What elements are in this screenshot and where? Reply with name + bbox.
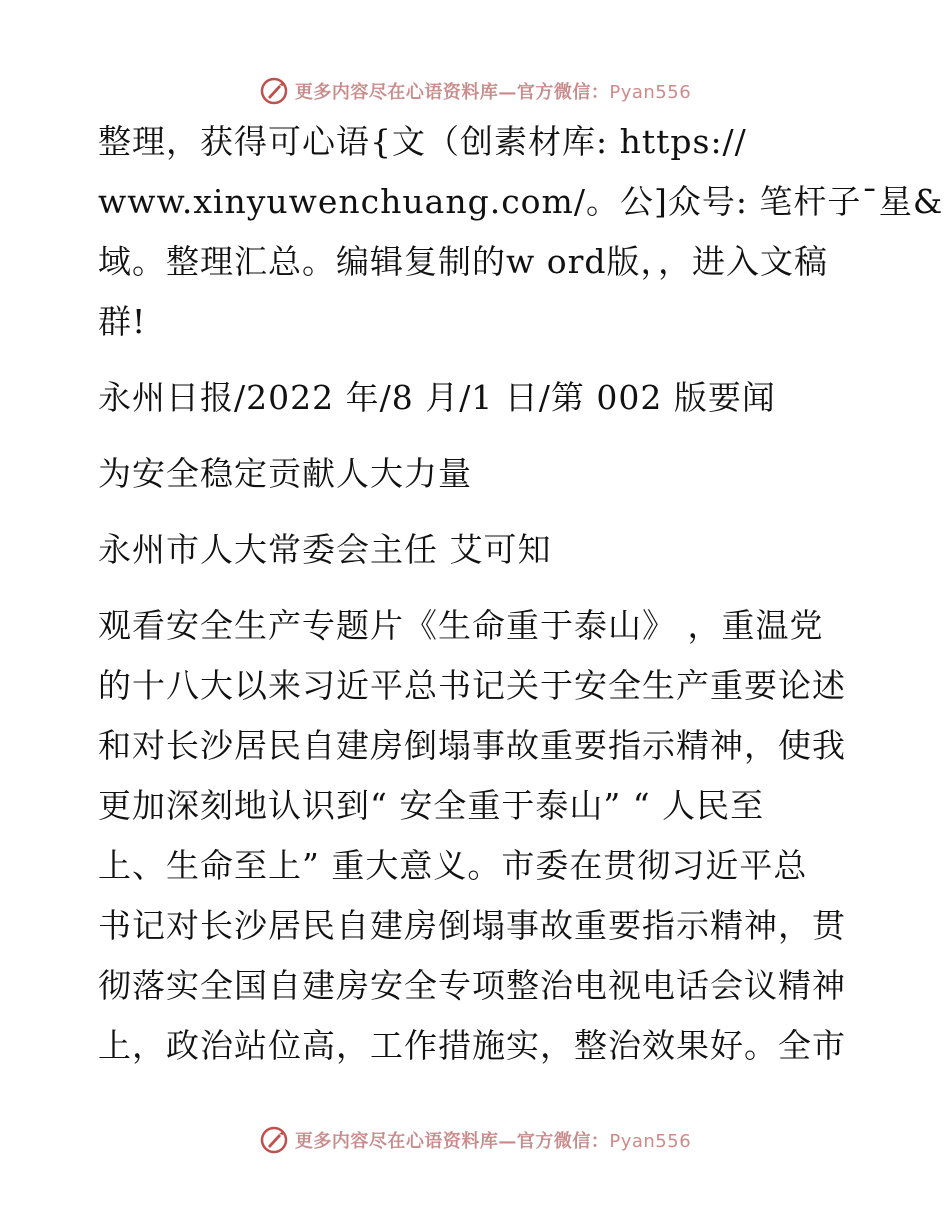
body-paragraph bbox=[98, 596, 858, 1076]
watermark-contact: Pyan556 bbox=[609, 1131, 692, 1152]
intro-line: 整理，获得可心语{文（创素材库: https:// bbox=[98, 122, 747, 161]
watermark-contact: Pyan556 bbox=[609, 82, 692, 103]
body-line: 书记对长沙居民自建房倒塌事故重要指示精神，贯 bbox=[98, 906, 846, 945]
byline: 永州市人大常委会主任 艾可知 bbox=[98, 530, 552, 569]
header-watermark bbox=[0, 71, 950, 111]
intro-line: 域。整理汇总。编辑复制的w ord版，，进入文稿 bbox=[98, 242, 829, 281]
body-line: 上，政治站位高，工作措施实，整治效果好。全市 bbox=[98, 1026, 846, 1065]
intro-line: 群! bbox=[98, 302, 147, 341]
body-line: 更加深刻地认识到“ 安全重于泰山” “ 人民至 bbox=[98, 786, 765, 825]
intro-paragraph bbox=[98, 112, 944, 352]
quill-pen-circle-icon bbox=[259, 76, 289, 106]
watermark-text: 更多内容尽在心语资料库—官方微信： bbox=[294, 82, 610, 103]
source-line: 永州日报/2022 年/8 月/1 日/第 002 版要闻 bbox=[98, 378, 776, 417]
quill-pen-circle-icon bbox=[259, 1125, 289, 1155]
article-title: 为安全稳定贡献人大力量 bbox=[98, 454, 472, 493]
body-line: 上、生命至上” 重大意义。市委在贯彻习近平总 bbox=[98, 846, 808, 885]
body-line: 彻落实全国自建房安全专项整治电视电话会议精神 bbox=[98, 966, 846, 1005]
body-line: 和对长沙居民自建房倒塌事故重要指示精神，使我 bbox=[98, 726, 846, 765]
footer-watermark bbox=[0, 1120, 950, 1160]
watermark-text: 更多内容尽在心语资料库—官方微信： bbox=[294, 1131, 610, 1152]
document-body bbox=[98, 112, 944, 1076]
body-line: 的十八大以来习近平总书记关于安全生产重要论述 bbox=[98, 666, 846, 705]
body-line: 观看安全生产专题片《生命重于泰山》 ，重温党 bbox=[98, 606, 824, 645]
intro-line: www.xinyuwenchuang.com/。公]众号: 笔杆子¯星& bbox=[98, 182, 944, 221]
